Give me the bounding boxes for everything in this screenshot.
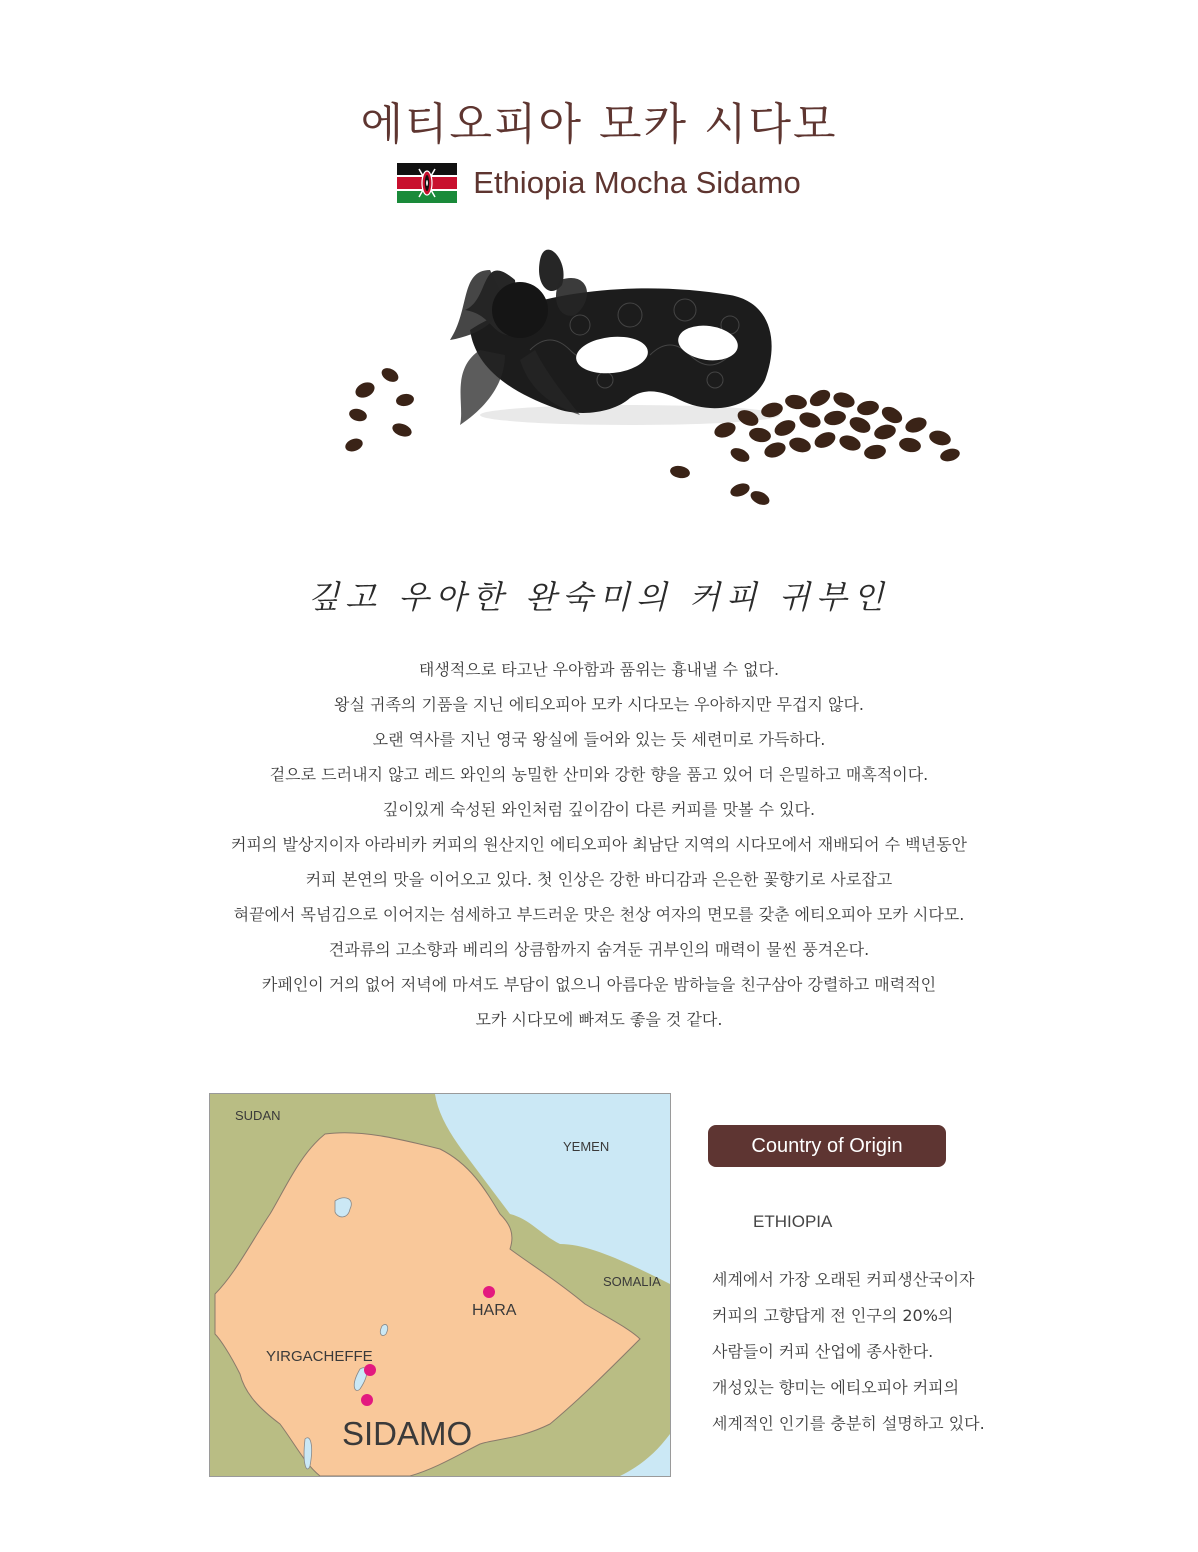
map-label-yirgacheffe: YIRGACHEFFE [266, 1348, 373, 1365]
hara-marker [483, 1286, 495, 1298]
page-subtitle: Ethiopia Mocha Sidamo [473, 165, 801, 200]
page-title: 에티오피아 모카 시다모 [360, 99, 838, 150]
subtitle-row [0, 160, 1198, 206]
tagline: 깊고 우아한 완숙미의 커피 귀부인 [308, 578, 890, 616]
origin-map [209, 1093, 671, 1477]
origin-line: 개성있는 향미는 에티오피아 커피의 [712, 1378, 960, 1397]
sidamo-marker [361, 1394, 373, 1406]
map-label-somalia: SOMALIA [603, 1274, 661, 1289]
map-label-hara: HARA [472, 1302, 517, 1319]
map-label-sudan: SUDAN [235, 1108, 281, 1123]
description-line: 카페인이 거의 없어 저녁에 마셔도 부담이 없으니 아름다운 밤하늘을 친구삼아 강렬하고 매력적인 [261, 975, 937, 994]
description-line: 혀끝에서 목넘김으로 이어지는 섬세하고 부드러운 맛은 천상 여자의 면모를 갖춘 에티오피아 모카 시다모. [233, 905, 965, 924]
description-line: 커피의 발상지이자 아라비카 커피의 원산지인 에티오피아 최남단 지역의 시다모에서 재배되어 수 백년동안 [230, 835, 967, 854]
description-line: 깊이있게 숙성된 와인처럼 깊이감이 다른 커피를 맛볼 수 있다. [382, 800, 816, 819]
description-line: 태생적으로 타고난 우아함과 품위는 흉내낼 수 없다. [418, 660, 780, 679]
kenya-flag-icon [397, 163, 457, 203]
description-line: 겉으로 드러내지 않고 레드 와인의 농밀한 산미와 강한 향을 품고 있어 더 은밀하고 매혹적이다. [269, 765, 929, 784]
description-line: 왕실 귀족의 기품을 지닌 에티오피아 모카 시다모는 우아하지만 무겁지 않다. [334, 695, 864, 714]
lake-turkana [304, 1438, 312, 1469]
description-line: 오랜 역사를 지닌 영국 왕실에 들어와 있는 듯 세련미로 가득하다. [372, 730, 826, 749]
map-label-yemen: YEMEN [563, 1139, 610, 1154]
origin-line: 사람들이 커피 산업에 종사한다. [712, 1342, 934, 1361]
origin-line: 세계에서 가장 오래된 커피생산국이자 [712, 1270, 975, 1289]
description-line: 견과류의 고소향과 베리의 상큼함까지 숨겨둔 귀부인의 매력이 물씬 풍겨온다. [328, 940, 870, 959]
hero-image [330, 240, 970, 520]
yirgacheffe-marker [364, 1364, 376, 1376]
description [100, 652, 1098, 1037]
origin-line: 세계적인 인기를 충분히 설명하고 있다. [712, 1414, 985, 1433]
origin-description [712, 1262, 1032, 1442]
country-of-origin-badge: Country of Origin [708, 1125, 946, 1167]
origin-country: ETHIOPIA [753, 1212, 833, 1231]
origin-line: 커피의 고향답게 전 인구의 20%의 [712, 1306, 954, 1325]
description-line: 커피 본연의 맛을 이어오고 있다. 첫 인상은 강한 바디감과 은은한 꽃향기로 사로잡고 [305, 870, 893, 889]
description-line: 모카 시다모에 빠져도 좋을 것 같다. [475, 1010, 723, 1029]
map-label-sidamo: SIDAMO [342, 1415, 473, 1452]
